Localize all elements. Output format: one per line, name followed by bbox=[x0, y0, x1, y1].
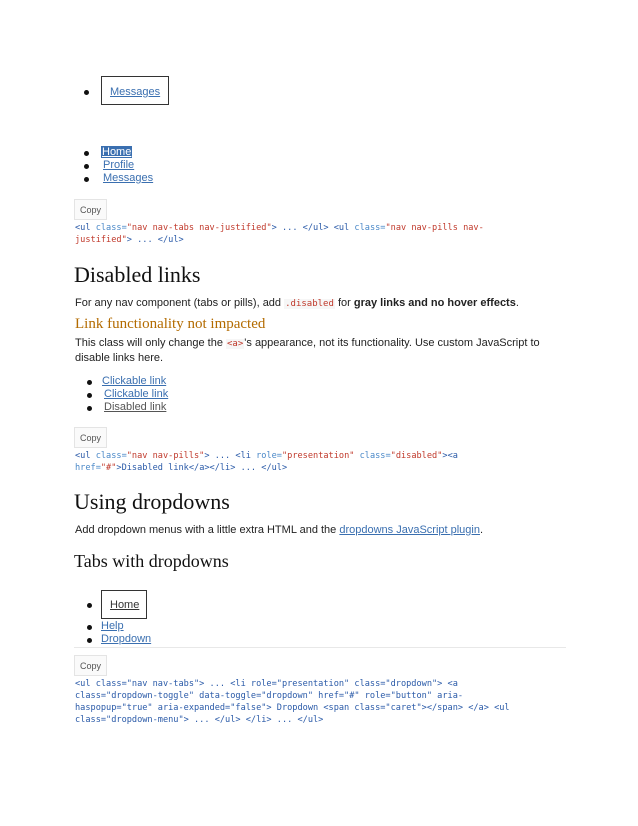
tab-help[interactable]: Help bbox=[101, 620, 124, 632]
list-bullet bbox=[87, 380, 92, 385]
dropdowns-plugin-link[interactable]: dropdowns JavaScript plugin bbox=[339, 524, 480, 536]
tab-home[interactable] bbox=[101, 590, 147, 619]
list-bullet bbox=[84, 90, 89, 95]
list-bullet bbox=[87, 603, 92, 608]
disabled-note: This class will only change the <a>'s appearance, not its functionality. Use custom JavaScript to disable links here. bbox=[75, 337, 540, 364]
tabs-divider bbox=[74, 647, 566, 648]
subheading-tabs-with-dropdowns: Tabs with dropdowns bbox=[74, 551, 229, 571]
list-bullet bbox=[87, 393, 92, 398]
tab-home-link[interactable]: Home bbox=[110, 599, 140, 611]
list-bullet bbox=[84, 177, 89, 182]
list-bullet bbox=[87, 406, 92, 411]
disabled-link: Disabled link bbox=[104, 401, 167, 413]
copy-button[interactable]: Copy bbox=[74, 655, 107, 676]
clickable-link-2[interactable]: Clickable link bbox=[104, 388, 169, 400]
list-bullet bbox=[87, 625, 92, 630]
tab-messages-link[interactable]: Messages bbox=[110, 86, 161, 98]
list-bullet bbox=[84, 164, 89, 169]
copy-button[interactable]: Copy bbox=[74, 427, 107, 448]
clickable-link-1[interactable]: Clickable link bbox=[102, 375, 167, 387]
tab-messages[interactable] bbox=[101, 76, 169, 105]
disabled-description: For any nav component (tabs or pills), add .disabled for gray links and no hover effects. bbox=[75, 297, 519, 309]
list-bullet bbox=[84, 151, 89, 156]
tab-dropdown[interactable]: Dropdown bbox=[101, 633, 152, 645]
pill-profile[interactable]: Profile bbox=[103, 159, 135, 171]
list-bullet bbox=[87, 638, 92, 643]
code-block-disabled: <ul class="nav nav-pills"> ... <li role="presentation" class="disabled"><a href="#">Disabled link</a></li> ... </ul> bbox=[75, 451, 458, 473]
dropdowns-description: Add dropdown menus with a little extra HTML and the dropdowns JavaScript plugin. bbox=[75, 524, 484, 536]
code-block-justified: <ul class="nav nav-tabs nav-justified"> ... </ul> <ul class="nav nav-pills nav- justified"> ... </ul> bbox=[75, 223, 484, 245]
pill-messages[interactable]: Messages bbox=[103, 172, 154, 184]
subheading-link-functionality: Link functionality not impacted bbox=[75, 316, 266, 332]
copy-button[interactable]: Copy bbox=[74, 199, 107, 220]
pill-home-active[interactable]: Home bbox=[102, 146, 132, 158]
section-heading-disabled-links: Disabled links bbox=[74, 262, 201, 287]
section-heading-using-dropdowns: Using dropdowns bbox=[74, 489, 230, 514]
code-block-dropdowns: <ul class="nav nav-tabs"> ... <li role="presentation" class="dropdown"> <a class="dropdown-toggle" data-toggle="dropdown" href="#" role="button" aria- haspopup="true" aria-expanded="false"> Dropdown <span class="caret"></span> </a> <ul class="dropdown-menu"> ... </ul> </li> ... </ul> bbox=[75, 679, 510, 725]
